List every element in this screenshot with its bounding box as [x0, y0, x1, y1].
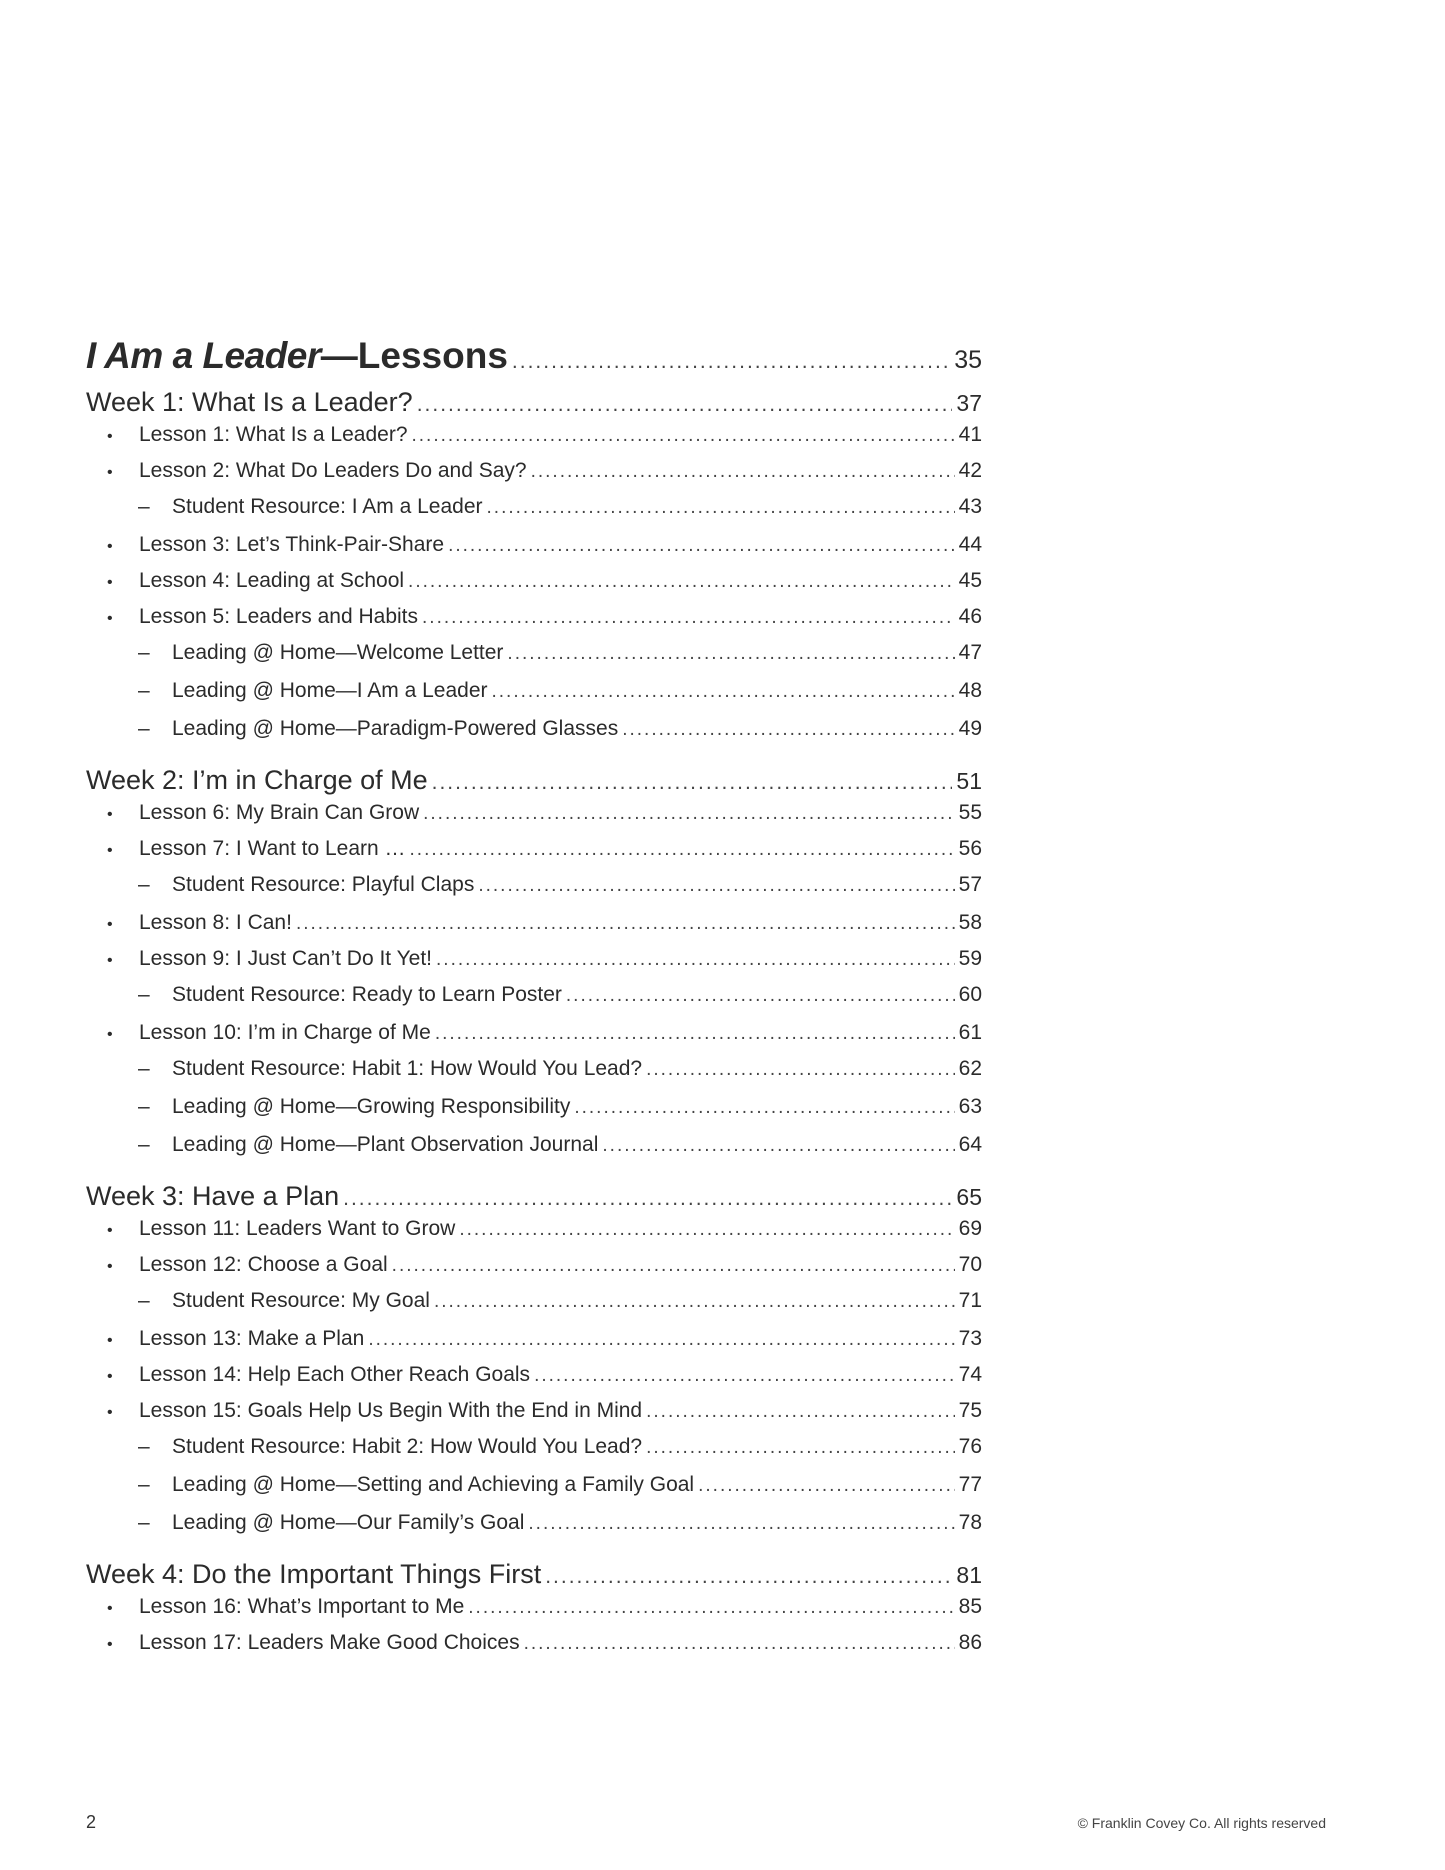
dot-leader — [512, 350, 950, 374]
toc-item-text — [138, 1435, 642, 1459]
toc-item-label: Student Resource: My Goal — [172, 1289, 430, 1312]
dot-leader — [434, 1291, 955, 1313]
toc-item-label: Lesson 13: Make a Plan — [139, 1327, 365, 1350]
dot-leader — [574, 1097, 954, 1119]
toc-item-page: 58 — [958, 911, 982, 934]
dot-leader — [534, 1365, 955, 1387]
toc-title-page: 35 — [954, 346, 982, 374]
dot-leader — [698, 1475, 955, 1497]
dash-icon: – — [138, 1095, 150, 1118]
toc-item-label: Lesson 11: Leaders Want to Grow — [139, 1217, 456, 1240]
toc-subitem-row[interactable] — [86, 717, 982, 755]
toc-lesson-row[interactable] — [86, 1217, 982, 1253]
dot-leader — [408, 571, 955, 593]
toc-lesson-row[interactable] — [86, 1363, 982, 1399]
toc-item-text — [138, 495, 483, 519]
toc-item-text — [107, 1021, 431, 1045]
toc-item-label: Lesson 9: I Just Can’t Do It Yet! — [139, 947, 433, 970]
toc-week-page: 81 — [956, 1562, 982, 1588]
toc-lesson-row[interactable] — [86, 459, 982, 495]
dot-leader — [422, 607, 955, 629]
toc-item-text — [107, 605, 418, 629]
toc-item-text — [107, 1399, 642, 1423]
toc-item-page: 75 — [958, 1399, 982, 1422]
toc-subitem-row[interactable] — [86, 1133, 982, 1171]
toc-item-page: 46 — [958, 605, 982, 628]
dash-icon: – — [138, 1133, 150, 1156]
toc-item-text — [138, 679, 488, 703]
toc-item-page: 56 — [958, 837, 982, 860]
toc-week-label: Week 2: I’m in Charge of Me — [86, 765, 428, 795]
toc-item-page: 47 — [958, 641, 982, 664]
dot-leader — [296, 913, 955, 935]
toc-item-page: 74 — [958, 1363, 982, 1386]
toc-item-page: 86 — [958, 1631, 982, 1654]
toc-subitem-row[interactable] — [86, 1435, 982, 1473]
dash-icon: – — [138, 1473, 150, 1496]
toc-item-page: 55 — [958, 801, 982, 824]
toc-title-row[interactable] — [86, 335, 982, 387]
toc-item-page: 73 — [958, 1327, 982, 1350]
toc-item-page: 57 — [958, 873, 982, 896]
toc-lesson-row[interactable] — [86, 423, 982, 459]
toc-item-label: Leading @ Home—I Am a Leader — [172, 679, 488, 702]
toc-item-page: 43 — [958, 495, 982, 518]
toc-item-label: Student Resource: Ready to Learn Poster — [172, 983, 562, 1006]
toc-item-label: Lesson 16: What’s Important to Me — [139, 1595, 465, 1618]
toc-item-text — [138, 1095, 570, 1119]
toc-week-label: Week 3: Have a Plan — [86, 1181, 340, 1211]
toc-lesson-row[interactable] — [86, 1327, 982, 1363]
toc-item-label: Leading @ Home—Paradigm-Powered Glasses — [172, 717, 619, 740]
toc-item-text — [107, 1327, 364, 1351]
toc-week-page: 65 — [956, 1184, 982, 1210]
bullet-icon: • — [107, 952, 113, 969]
toc-item-text — [107, 801, 419, 825]
toc-item-text — [138, 983, 562, 1007]
toc-item-label: Lesson 10: I’m in Charge of Me — [139, 1021, 431, 1044]
toc-item-page: 44 — [958, 533, 982, 556]
bullet-icon: • — [107, 842, 113, 859]
toc-item-text — [107, 423, 408, 447]
toc-subitem-row[interactable] — [86, 495, 982, 533]
toc-item-text — [138, 717, 618, 741]
toc-lesson-row[interactable] — [86, 801, 982, 837]
toc-title — [86, 335, 508, 377]
toc-item-label: Leading @ Home—Setting and Achieving a Family Goal — [172, 1473, 695, 1496]
toc-item-label: Lesson 8: I Can! — [139, 911, 292, 934]
toc-item-label: Leading @ Home—Our Family’s Goal — [172, 1511, 525, 1534]
bullet-icon: • — [107, 610, 113, 627]
toc-item-text — [107, 1253, 388, 1277]
dash-icon: – — [138, 679, 150, 702]
toc-week-page: 51 — [956, 768, 982, 794]
toc-item-label: Lesson 4: Leading at School — [139, 569, 405, 592]
toc-item-text — [107, 837, 406, 861]
page-number: 2 — [86, 1812, 97, 1832]
toc-lesson-row[interactable] — [86, 1631, 982, 1667]
toc-week-row[interactable] — [86, 765, 982, 801]
toc-item-text — [138, 873, 474, 897]
dot-leader — [566, 985, 955, 1007]
toc-item-text — [138, 1473, 694, 1497]
toc-item-label: Lesson 12: Choose a Goal — [139, 1253, 388, 1276]
dot-leader — [392, 1255, 955, 1277]
toc-item-label: Leading @ Home—Welcome Letter — [172, 641, 504, 664]
toc-week-page: 37 — [956, 390, 982, 416]
toc-lesson-row[interactable] — [86, 569, 982, 605]
toc-lesson-row[interactable] — [86, 1399, 982, 1435]
bullet-icon: • — [107, 1222, 113, 1239]
dot-leader — [524, 1633, 955, 1655]
toc-item-page: 59 — [958, 947, 982, 970]
dash-icon: – — [138, 1511, 150, 1534]
dot-leader — [487, 497, 955, 519]
toc-item-label: Leading @ Home—Growing Responsibility — [172, 1095, 571, 1118]
toc-week-row[interactable] — [86, 1559, 982, 1595]
toc-item-text — [107, 1217, 455, 1241]
toc-item-text — [107, 1595, 464, 1619]
dot-leader — [468, 1597, 954, 1619]
toc-lesson-row[interactable] — [86, 837, 982, 873]
toc-lesson-row[interactable] — [86, 605, 982, 641]
dash-icon: – — [138, 1289, 150, 1312]
toc-lesson-row[interactable] — [86, 1253, 982, 1289]
toc-week-row[interactable] — [86, 1181, 982, 1217]
bullet-icon: • — [107, 428, 113, 445]
toc-item-page: 69 — [958, 1217, 982, 1240]
bullet-icon: • — [107, 1404, 113, 1421]
dot-leader — [492, 681, 955, 703]
dot-leader — [646, 1059, 955, 1081]
toc-lesson-row[interactable] — [86, 911, 982, 947]
toc-item-text — [107, 911, 292, 935]
toc-item-label: Lesson 7: I Want to Learn … — [139, 837, 406, 860]
toc-item-label: Lesson 1: What Is a Leader? — [139, 423, 408, 446]
dot-leader — [459, 1219, 954, 1241]
toc-item-label: Lesson 3: Let’s Think-Pair-Share — [139, 533, 445, 556]
dash-icon: – — [138, 641, 150, 664]
toc-item-label: Lesson 17: Leaders Make Good Choices — [139, 1631, 520, 1654]
toc-item-page: 78 — [958, 1511, 982, 1534]
dot-leader — [432, 771, 953, 795]
toc-item-label: Student Resource: Habit 2: How Would You Lead? — [172, 1435, 643, 1458]
toc-item-label: Student Resource: Playful Claps — [172, 873, 475, 896]
bullet-icon: • — [107, 806, 113, 823]
bullet-icon: • — [107, 1636, 113, 1653]
bullet-icon: • — [107, 1332, 113, 1349]
toc-item-page: 63 — [958, 1095, 982, 1118]
dot-leader — [368, 1329, 954, 1351]
dot-leader — [646, 1401, 955, 1423]
toc-item-text — [138, 1133, 598, 1157]
toc-subitem-row[interactable] — [86, 641, 982, 679]
toc-item-page: 60 — [958, 983, 982, 1006]
toc-item-page: 48 — [958, 679, 982, 702]
toc-subitem-row[interactable] — [86, 679, 982, 717]
toc-item-label: Lesson 15: Goals Help Us Begin With the End in Mind — [139, 1399, 643, 1422]
dash-icon: – — [138, 873, 150, 896]
toc-item-text — [107, 459, 527, 483]
toc-item-label: Student Resource: I Am a Leader — [172, 495, 483, 518]
dot-leader — [528, 1513, 954, 1535]
toc-item-page: 71 — [958, 1289, 982, 1312]
toc-item-page: 42 — [958, 459, 982, 482]
dot-leader — [436, 949, 955, 971]
bullet-icon: • — [107, 1258, 113, 1275]
bullet-icon: • — [107, 1368, 113, 1385]
toc-item-label: Lesson 5: Leaders and Habits — [139, 605, 419, 628]
toc-item-label: Student Resource: Habit 1: How Would You Lead? — [172, 1057, 643, 1080]
bullet-icon: • — [107, 1026, 113, 1043]
dot-leader — [531, 461, 955, 483]
toc-subitem-row[interactable] — [86, 983, 982, 1021]
toc-subitem-row[interactable] — [86, 873, 982, 911]
toc-item-page: 70 — [958, 1253, 982, 1276]
toc-item-page: 45 — [958, 569, 982, 592]
toc-item-page: 62 — [958, 1057, 982, 1080]
bullet-icon: • — [107, 1600, 113, 1617]
toc-week-row[interactable] — [86, 387, 982, 423]
toc-lesson-row[interactable] — [86, 1021, 982, 1057]
toc-week-label: Week 4: Do the Important Things First — [86, 1559, 542, 1589]
dash-icon: – — [138, 1057, 150, 1080]
toc-item-label: Leading @ Home—Plant Observation Journal — [172, 1133, 599, 1156]
toc-item-text — [138, 1511, 524, 1535]
dot-leader — [646, 1437, 955, 1459]
dash-icon: – — [138, 717, 150, 740]
dot-leader — [410, 839, 955, 861]
toc-item-page: 49 — [958, 717, 982, 740]
toc-title-italic: I Am a Leader — [86, 335, 321, 376]
toc-subitem-row[interactable] — [86, 1095, 982, 1133]
toc-subitem-row[interactable] — [86, 1289, 982, 1327]
toc-subitem-row[interactable] — [86, 1057, 982, 1095]
toc-title-rest: —Lessons — [320, 335, 508, 376]
toc-item-page: 77 — [958, 1473, 982, 1496]
toc-lesson-row[interactable] — [86, 533, 982, 569]
dot-leader — [435, 1023, 955, 1045]
dot-leader — [478, 875, 954, 897]
toc-subitem-row[interactable] — [86, 1511, 982, 1549]
dot-leader — [507, 643, 954, 665]
toc-item-text — [107, 947, 432, 971]
toc-item-text — [107, 569, 404, 593]
toc-item-text — [107, 1363, 530, 1387]
bullet-icon: • — [107, 538, 113, 555]
toc-item-page: 85 — [958, 1595, 982, 1618]
bullet-icon: • — [107, 464, 113, 481]
dot-leader — [448, 535, 955, 557]
toc-week-label: Week 1: What Is a Leader? — [86, 387, 413, 417]
dash-icon: – — [138, 1435, 150, 1458]
bullet-icon: • — [107, 574, 113, 591]
dot-leader — [423, 803, 955, 825]
toc-item-label: Lesson 6: My Brain Can Grow — [139, 801, 420, 824]
dot-leader — [602, 1135, 954, 1157]
table-of-contents — [86, 335, 982, 1667]
toc-item-text — [138, 641, 503, 665]
dot-leader — [412, 425, 955, 447]
toc-item-page: 61 — [958, 1021, 982, 1044]
toc-subitem-row[interactable] — [86, 1473, 982, 1511]
dash-icon: – — [138, 983, 150, 1006]
toc-item-text — [138, 1057, 642, 1081]
toc-item-page: 64 — [958, 1133, 982, 1156]
toc-lesson-row[interactable] — [86, 947, 982, 983]
toc-lesson-row[interactable] — [86, 1595, 982, 1631]
toc-item-text — [138, 1289, 430, 1313]
toc-item-text — [107, 533, 444, 557]
dot-leader — [622, 719, 954, 741]
dot-leader — [545, 1565, 952, 1589]
copyright-notice: © Franklin Covey Co. All rights reserved — [1077, 1815, 1326, 1831]
toc-item-page: 76 — [958, 1435, 982, 1458]
toc-item-label: Lesson 2: What Do Leaders Do and Say? — [139, 459, 527, 482]
dash-icon: – — [138, 495, 150, 518]
dot-leader — [417, 393, 953, 417]
dot-leader — [343, 1187, 952, 1211]
bullet-icon: • — [107, 916, 113, 933]
toc-item-page: 41 — [958, 423, 982, 446]
toc-weeks — [86, 387, 982, 1667]
toc-item-text — [107, 1631, 520, 1655]
toc-item-label: Lesson 14: Help Each Other Reach Goals — [139, 1363, 531, 1386]
